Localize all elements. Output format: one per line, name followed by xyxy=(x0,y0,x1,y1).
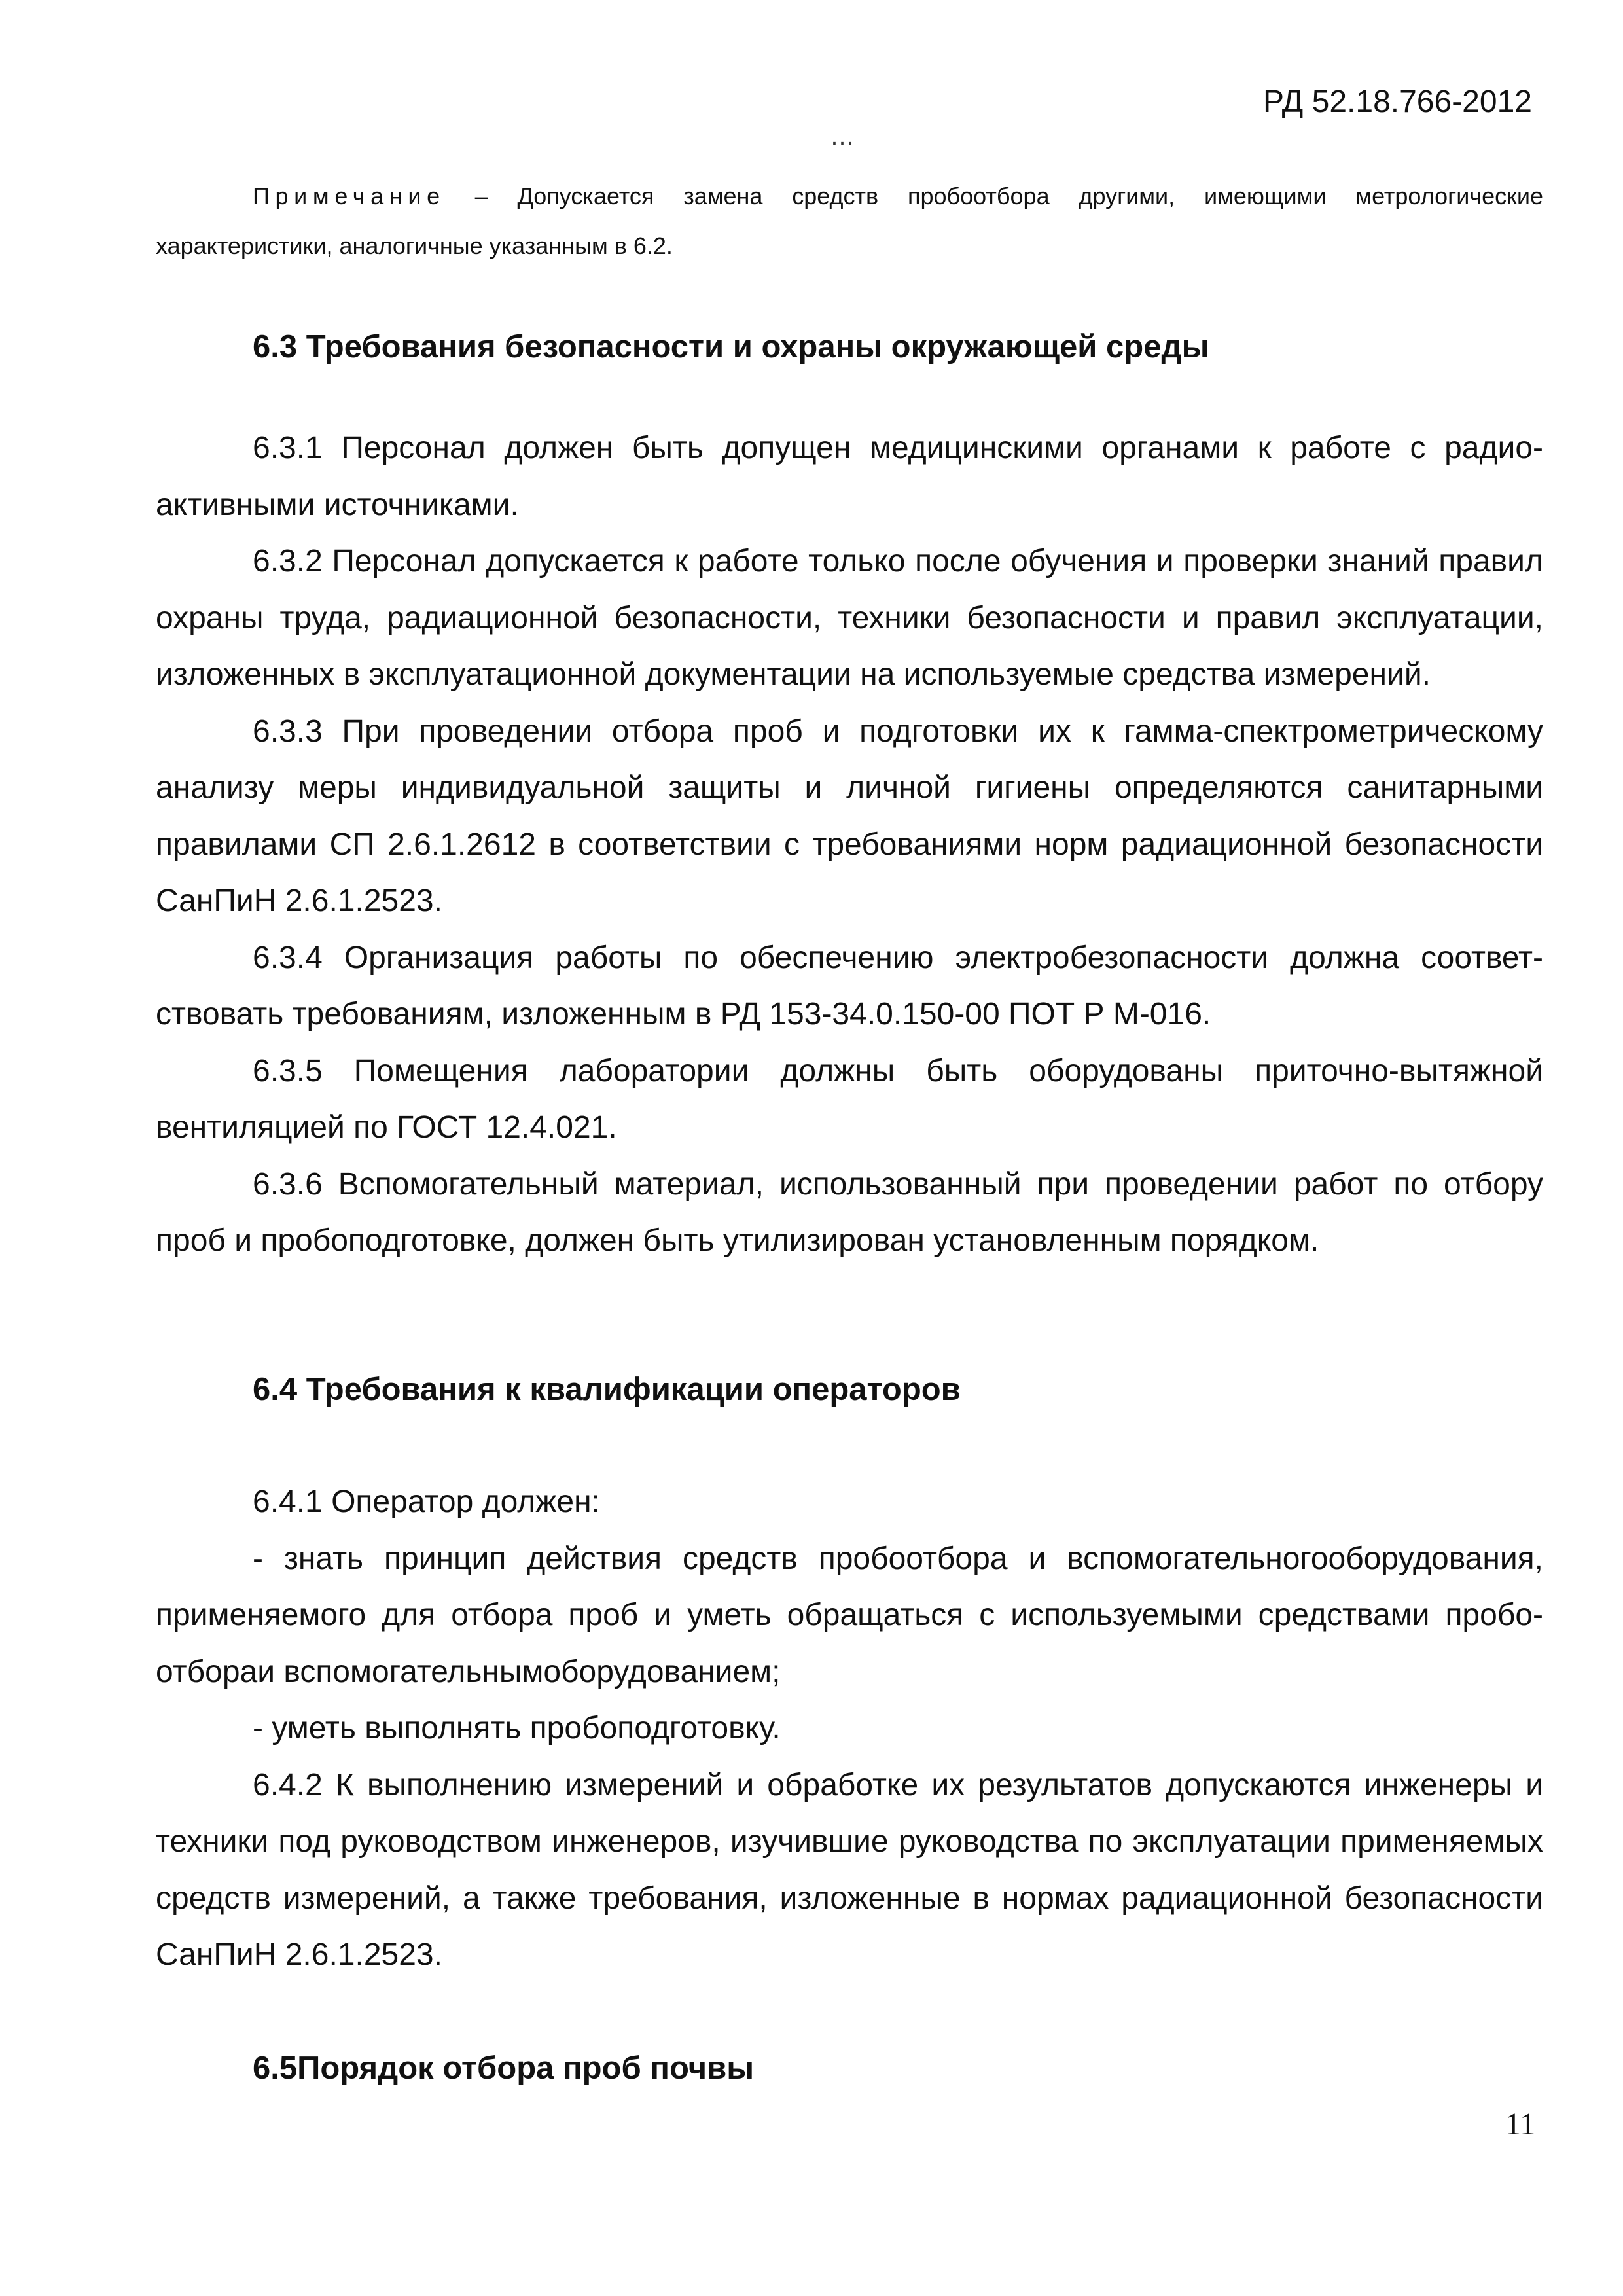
note-label: Примечание xyxy=(253,183,446,209)
paragraph-6-3-3: 6.3.3 При проведении отбора проб и подготовки их к гамма-спектрометрическому анализу меры индивидуальной защиты и личной гигиены определяются санитарными правилами СП 2.6.1.2612 в соответствии с требованиями норм радиационной безопасности СанПиН 2.6.1.2523. xyxy=(156,713,1543,918)
page-number: 11 xyxy=(1505,2107,1536,2142)
section-6-4-title: 6.4 Требования к квалификации операторов xyxy=(253,1372,961,1407)
section-6-5-title: 6.5Порядок отбора проб почвы xyxy=(253,2051,755,2086)
paragraph-6-4-2: 6.4.2 К выполнению измерений и обработке их результатов допускаются инженеры и техники под руководством инженеров, изучившие руководства по эксплуатации применяемых средств измерений, а также требования, изложенные в нормах радиационной безопасности СанПиН 2.6.1.2523. xyxy=(156,1767,1543,1972)
section-6-5 xyxy=(156,2042,1543,2094)
paragraph-6-3-2: 6.3.2 Персонал допускается к работе только после обучения и проверки знаний правил охраны труда, радиационной безопасности, техники безопасности и правил эксплуатации, изложенных в эксплуатационной документации на используемые средства измерений. xyxy=(156,544,1543,692)
paragraph-6-3-1: 6.3.1 Персонал должен быть допущен медицинскими органами к работе с радиоактивными источниками. xyxy=(156,431,1543,522)
document-code: РД 52.18.766-2012 xyxy=(1263,84,1532,119)
section-6-4 xyxy=(156,1363,1543,1416)
paragraph-6-4-1: 6.4.1 Оператор должен: xyxy=(253,1484,600,1519)
paragraph-6-3-6: 6.3.6 Вспомогательный материал, использованный при проведении работ по отбору проб и пробоподготовке, должен быть утилизирован установленным порядком. xyxy=(156,1166,1543,1258)
paragraph-6-3-4: 6.3.4 Организация работы по обеспечению электробезопасности должна соответствовать требованиям, изложенным в РД 153-34.0.150-00 ПОТ Р М-016. xyxy=(156,940,1543,1031)
list-item-sample-preparation: - уметь выполнять пробоподготовку. xyxy=(253,1711,781,1746)
section-6-3 xyxy=(156,321,1543,373)
note-block xyxy=(156,171,1543,271)
note-text: – Допускается замена средств пробоотбора другими, имеющими метрологические характеристики, аналогичные указанным в 6.2. xyxy=(156,183,1543,259)
section-6-4-body xyxy=(156,1474,1543,1984)
paragraph-6-3-5: 6.3.5 Помещения лаборатории должны быть оборудованы приточно-вытяжной вентиляцией по ГОСТ 12.4.021. xyxy=(156,1053,1543,1145)
list-item-know-principle: - знать принцип действия средств пробоотбора и вспомогательногооборудования, применяемого для отбора проб и уметь обращаться с используемыми средствами пробоотбораи вспомогательнымоборудованием; xyxy=(156,1541,1543,1689)
note-paragraph xyxy=(156,171,1543,271)
continuation-ellipsis: … xyxy=(830,123,855,151)
section-6-3-body xyxy=(156,420,1543,1270)
section-6-3-title: 6.3 Требования безопасности и охраны окружающей среды xyxy=(253,329,1209,365)
